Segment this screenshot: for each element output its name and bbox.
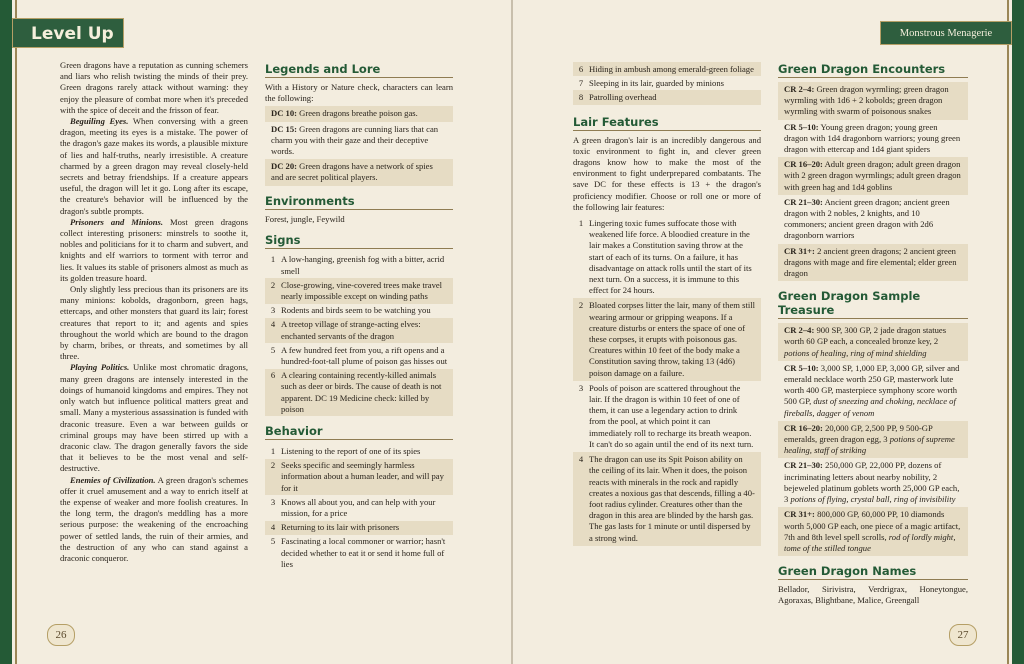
table-row [265, 343, 453, 368]
treasure-item [778, 323, 968, 361]
row-number: 8 [578, 91, 584, 102]
row-number: 6 [270, 370, 276, 381]
treasure-magic-items: rod of lordly might, tome of the stilled tongue [784, 531, 956, 553]
encounter-text: Ancient green dragon; ancient green dragon with 2 nobles, 2 knights, and 10 commoners; ancient green dragon with 2d6 dragonborn warriors [784, 196, 950, 241]
row-number: 4 [270, 522, 276, 533]
treasure-item [778, 361, 968, 421]
right-page-border-line [1007, 0, 1009, 664]
row-text: A clearing containing recently-killed animals such as deer or birds. The cause of death is not apparent. DC 19 Medicine check: killed by poison [281, 370, 442, 414]
cr-label: CR 31+: [784, 509, 815, 520]
row-text: A few hundred feet from you, a rift opens and a hundred-foot-tall plume of poison gas hisses out [281, 344, 448, 366]
row-text: A low-hanging, greenish fog with a bitter, acrid smell [281, 254, 445, 276]
treasure-item [778, 421, 968, 459]
signs-heading: Signs [265, 233, 453, 249]
legends-item [265, 122, 453, 160]
environments-heading: Environments [265, 194, 453, 210]
legends-text: Green dragons breathe poison gas. [297, 108, 418, 119]
page-number: 26 [47, 624, 75, 646]
row-number: 1 [270, 445, 276, 456]
legends-text: Green dragons are cunning liars that can charm you with their gaze and their deceptive words. [271, 123, 439, 157]
table-row [265, 459, 453, 496]
treasure-text: 20,000 GP, 2,500 PP, 9 500-GP emeralds, green dragon egg, 3 [784, 422, 933, 445]
left-page-border [0, 0, 12, 664]
row-text: Listening to the report of one of its spies [281, 445, 421, 456]
names-heading: Green Dragon Names [778, 564, 968, 580]
treasure-magic-items: potions of healing, ring of mind shielding [784, 347, 927, 358]
right-page-border [1012, 0, 1024, 664]
row-number: 4 [270, 319, 276, 330]
treasure-magic-items: potions of flying, crystal ball, ring of invisibility [790, 494, 956, 505]
lair-heading: Lair Features [573, 115, 761, 131]
encounter-item [778, 195, 968, 244]
table-row [573, 298, 761, 380]
treasure-item [778, 458, 968, 507]
paragraph-text: When conversing with a green dragon, meeting its eyes is a mistake. The power of the dragon's gaze makes its words, a plausible mixture of lies and half-truths, nearly irresistible. A creature charmed by a green dragon may reveal closely-held secrets and betray friendships. If a creature appears useful, the dragon will let it go. Long after its escape, the creature's behavior will be influenced by the dragon's subtle prompts. [60, 116, 248, 216]
intro-paragraph [60, 217, 248, 284]
row-text: Returning to its lair with prisoners [281, 522, 400, 533]
table-row [573, 76, 761, 90]
page-number: 27 [949, 624, 977, 646]
cr-label: CR 31+: [784, 245, 815, 256]
runin-heading: Enemies of Civilization. [70, 474, 156, 485]
treasure-list [778, 323, 968, 556]
intro-paragraph: Green dragons have a reputation as cunning schemers and liars who relish twisting the minds of their prey. Green dragons rarely attack without warning: they enjoy the pleasure of combat more when it's preceded with the spice of deceit and the frisson of fear. [60, 60, 248, 115]
row-number: 6 [578, 63, 584, 74]
paragraph-text: A green dragon's schemes offer it cruel amusement and a way to enrich itself at the expense of weaker and more foolish creatures. In the long term, the dragon's meddling has a more serious purpose: the weakening of the encroaching power of settled lands, the ruin of their armies, and the destruction of any who can stand against a draconic conqueror. [60, 474, 248, 563]
legends-intro: With a History or Nature check, characters can learn the following: [265, 82, 453, 104]
right-column-2 [778, 62, 968, 607]
encounter-item [778, 82, 968, 120]
row-number: 3 [270, 496, 276, 507]
behavior-table-continued [573, 62, 761, 105]
row-number: 2 [270, 279, 276, 290]
table-row [265, 253, 453, 278]
intro-paragraph: Only slightly less precious than its prisoners are its many minions: kobolds, dragonborn, green hags, ettercaps, and other monsters that guard its lair; forest creatures that report to it; and agents and spies throughout the world which are bound to the dragon by charm, bribes, or threats, and sometimes by all three. [60, 284, 248, 362]
treasure-magic-items: dust of sneezing and choking, necklace of fireballs, dagger of venom [784, 396, 956, 418]
behavior-heading: Behavior [265, 424, 453, 440]
row-number: 7 [578, 77, 584, 88]
row-number: 1 [578, 218, 584, 229]
row-number: 1 [270, 254, 276, 265]
treasure-heading: Green Dragon Sample Treasure [778, 289, 968, 319]
cr-label: CR 16–20: [784, 422, 823, 433]
row-text: Pools of poison are scattered throughout the lair. If the dragon is within 10 feet of one of them, it can use a legendary action to drink from the pool, at which point it can immediately roll to recharge its breath weapon. It can't do so again until the end of its next turn. [589, 382, 754, 449]
left-page-border-line [15, 0, 17, 664]
row-number: 2 [578, 300, 584, 311]
intro-paragraph [60, 116, 248, 217]
right-column-1 [573, 60, 761, 549]
dc-label: DC 15: [271, 123, 298, 134]
row-text: Sleeping in its lair, guarded by minions [589, 77, 724, 88]
row-text: Fascinating a local commoner or warrior; hasn't decided whether to eat it or send it home full of lies [281, 536, 446, 569]
row-text: Rodents and birds seem to be watching you [281, 305, 431, 316]
table-row [573, 90, 761, 104]
names-text: Bellador, Sirivistra, Verdrigrax, Honeytongue, Agoraxas, Blightbane, Malice, Greengall [778, 584, 968, 606]
cr-label: CR 16–20: [784, 159, 823, 170]
chapter-banner: Level Up [12, 18, 124, 48]
treasure-text: 800,000 GP, 60,000 PP, 10 diamonds worth 5,000 GP each, one piece of a magic artifact, 7th and 8th level spell scrolls, [784, 509, 961, 542]
signs-table [265, 253, 453, 417]
table-row [573, 452, 761, 546]
table-row [265, 521, 453, 535]
environments-text: Forest, jungle, Feywild [265, 213, 345, 224]
runin-heading: Playing Politics. [70, 362, 130, 373]
encounter-item [778, 157, 968, 195]
row-text: Seeks specific and seemingly harmless information about a human leader, and will pay for it [281, 460, 444, 493]
cr-label: CR 2–4: [784, 325, 815, 336]
intro-paragraph [60, 475, 248, 565]
row-text: A treetop village of strange-acting elves: enchanted servants of the dragon [281, 319, 421, 341]
lair-table [573, 216, 761, 546]
encounters-list [778, 82, 968, 281]
table-row [573, 62, 761, 76]
table-row [573, 381, 761, 452]
legends-heading: Legends and Lore [265, 62, 453, 78]
table-row [265, 304, 453, 318]
dc-label: DC 20: [271, 161, 298, 172]
row-text: Close-growing, vine-covered trees make travel nearly impossible except on winding paths [281, 279, 443, 301]
row-text: Knows all about you, and can help with your mission, for a price [281, 496, 436, 518]
left-page [0, 0, 511, 664]
row-number: 4 [578, 454, 584, 465]
intro-paragraph [60, 362, 248, 474]
row-text: The dragon can use its Spit Poison ability on the ceiling of its lair. When it does, the poison reacts with minerals in the rock and rapidly creates a noxious gas that descends, filling a 40-foot radius cylinder. Creatures other than the dragon in this area are blinded by the harsh gas. The gas lasts for 1 minute or until dispersed by a strong wind. [589, 454, 755, 543]
paragraph-text: Unlike most chromatic dragons, many green dragons are intensely interested in the doings of humanoid kingdoms and empires. They not only watch but influence political matters great and small. Many a mysterious assassination is funded with draconic treasure. Even a war between guilds or criminal groups may have been stirred up with a draconic claw. The dragon generally favors the side that it believes to be the most venal and self-destructive. [60, 362, 248, 474]
cr-label: CR 21–30: [784, 196, 823, 207]
row-text: Patrolling overhead [589, 91, 657, 102]
left-column-2 [265, 62, 453, 574]
lair-intro: A green dragon's lair is an incredibly dangerous and toxic environment to fight in, and clever green dragons know how to make the most of the environment to fight underprepared combatants. The save DC for these effects is 13 + the dragon's proficiency modifier. Choose or roll one or more of the following lair features: [573, 134, 761, 212]
table-row [265, 318, 453, 343]
treasure-text: 3,000 SP, 1,000 EP, 3,000 GP, silver and emerald necklace worth 250 GP, masterwork lute worth 400 GP, masterpiece symphony score worth 500 GP, [784, 362, 960, 407]
row-number: 5 [270, 536, 276, 547]
table-row [573, 216, 761, 298]
cr-label: CR 5–10: [784, 121, 819, 132]
table-row [265, 369, 453, 417]
runin-heading: Beguiling Eyes. [70, 116, 129, 127]
treasure-text: 900 SP, 300 GP, 2 jade dragon statues worth 60 GP each, a concealed bronze key, 2 [784, 325, 947, 347]
cr-label: CR 2–4: [784, 84, 815, 94]
paragraph-text: Most green dragons collect interesting prisoners: minstrels to soothe it, nobles and politicians for it to charm and subvert, and knights and elf warriors to torment with terror and lies. It values its stable of prisoners almost as much as its golden treasure hoard. [60, 216, 248, 283]
table-row [265, 535, 453, 572]
legends-item [265, 106, 453, 121]
table-row [265, 495, 453, 520]
encounter-text: Green dragon wyrmling; green dragon wyrmling with 1d6 + 2 kobolds; green dragon wyrmling with swarm of poisonous snakes [784, 84, 949, 117]
table-row [265, 278, 453, 303]
behavior-table [265, 444, 453, 571]
left-column-1 [60, 60, 248, 564]
row-text: Lingering toxic fumes suffocate those with weakened life force. A bloodied creature in the lair makes a Constitution saving throw at the start of each of its turns. On a failure, it has disadvantage on attack rolls until the start of its next turn. On a success, it is immune to this effect for 24 hours. [589, 218, 752, 296]
header-banner: Monstrous Menagerie [880, 21, 1012, 45]
row-text: Bloated corpses litter the lair, many of them still wearing armour or gripping weapons. If a creature disturbs or enters the space of one of these corpses, it erupts with poisonous gas. Creatures within 10 feet of the body make a Constitution saving throw, taking 13 (4d6) poison damage on a failure. [589, 300, 756, 378]
encounters-heading: Green Dragon Encounters [778, 62, 968, 78]
legends-list [265, 106, 453, 185]
treasure-magic-items: potions of supreme healing, staff of striking [784, 434, 955, 456]
right-page [513, 0, 1024, 664]
cr-label: CR 5–10: [784, 362, 819, 373]
runin-heading: Prisoners and Minions. [70, 216, 164, 227]
row-number: 5 [270, 344, 276, 355]
encounter-item [778, 244, 968, 282]
encounter-text: Adult green dragon; adult green dragon with 2 green dragon wyrmlings; adult green dragon with green hag and 1d4 goblins [784, 159, 961, 192]
row-text: Hiding in ambush among emerald-green foliage [589, 63, 754, 74]
legends-item [265, 159, 453, 185]
legends-text: Green dragons have a network of spies and are secret political players. [271, 161, 433, 183]
row-number: 3 [270, 305, 276, 316]
encounter-item [778, 120, 968, 158]
encounter-text: Young green dragon; young green dragon with 1d4 dragonborn warriors; young green dragon with ettercap and 1d4 giant spiders [784, 121, 961, 155]
row-number: 3 [578, 382, 584, 393]
treasure-item [778, 507, 968, 556]
row-number: 2 [270, 460, 276, 471]
encounter-text: 2 ancient green dragons; 2 ancient green dragons with mage and fire elemental; elder green dragon [784, 245, 957, 279]
table-row [265, 444, 453, 458]
cr-label: CR 21–30: [784, 460, 823, 471]
dc-label: DC 10: [271, 108, 298, 119]
treasure-text: 250,000 GP, 22,000 PP, dozens of incriminating letters about nearby nobility, 2 bejeweled platinum goblets worth 25,000 GP each, 3 [784, 460, 960, 505]
